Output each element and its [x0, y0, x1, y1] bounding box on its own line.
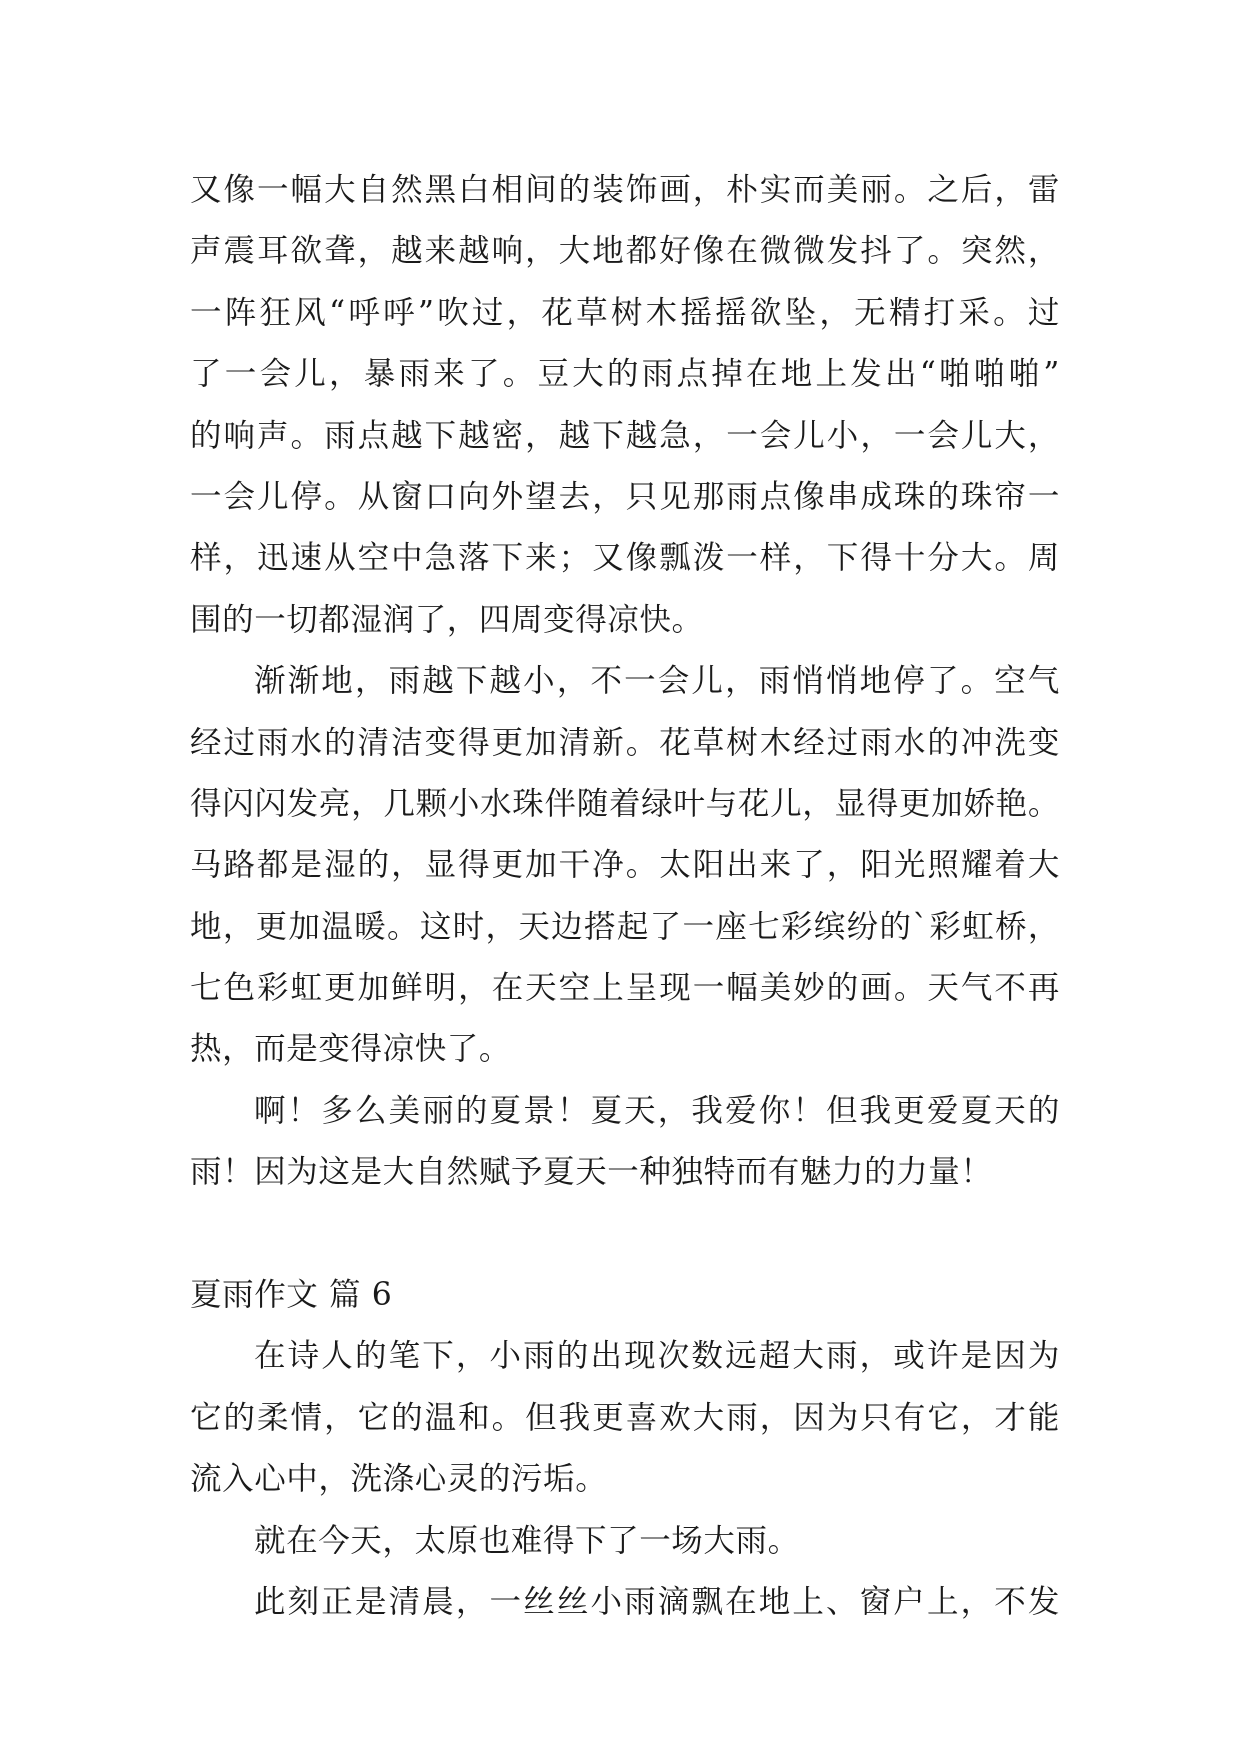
text-line: 一会儿停。从窗口向外望去，只见那雨点像串成珠的珠帘一 [190, 478, 1060, 515]
section-paragraph-1 [190, 1326, 1060, 1510]
text-line: 就在今天，太原也难得下了一场大雨。 [254, 1522, 800, 1559]
text-line: 啊！多么美丽的夏景！夏天，我爱你！但我更爱夏天的 [254, 1092, 1060, 1129]
text-line: 得闪闪发亮，几颗小水珠伴随着绿叶与花儿，显得更加娇艳。 [190, 785, 1060, 822]
text-line: 声震耳欲聋，越来越响，大地都好像在微微发抖了。突然， [190, 233, 1060, 270]
section-spacer [190, 1204, 1060, 1265]
paragraph-1 [190, 160, 1060, 651]
paragraph-3 [190, 1081, 1060, 1204]
document-page [190, 160, 1060, 1633]
text-line: 流入心中，洗涤心灵的污垢。 [190, 1461, 608, 1498]
section-heading: 夏雨作文 篇 6 [190, 1277, 393, 1314]
text-line: 的响声。雨点越下越密，越下越急，一会儿小，一会儿大， [190, 417, 1060, 454]
paragraph-2 [190, 651, 1060, 1081]
text-line: 经过雨水的清洁变得更加清新。花草树木经过雨水的冲洗变 [190, 724, 1060, 761]
text-line: 渐渐地，雨越下越小，不一会儿，雨悄悄地停了。空气 [254, 663, 1060, 700]
text-line: 雨！因为这是大自然赋予夏天一种独特而有魅力的力量！ [190, 1154, 993, 1191]
text-line: 在诗人的笔下，小雨的出现次数远超大雨，或许是因为 [254, 1338, 1060, 1375]
section-paragraph-3 [190, 1572, 1060, 1633]
text-line: 一阵狂风“呼呼”吹过，花草树木摇摇欲坠，无精打采。过 [190, 294, 1060, 331]
text-line: 此刻正是清晨，一丝丝小雨滴飘在地上、窗户上，不发 [254, 1583, 1060, 1620]
text-line: 七色彩虹更加鲜明，在天空上呈现一幅美妙的画。天气不再 [190, 970, 1060, 1007]
text-line: 马路都是湿的，显得更加干净。太阳出来了，阳光照耀着大 [190, 847, 1060, 884]
text-line: 围的一切都湿润了，四周变得凉快。 [190, 601, 704, 638]
text-line: 热，而是变得凉快了。 [190, 1031, 512, 1068]
text-line: 了一会儿，暴雨来了。豆大的雨点掉在地上发出“啪啪啪” [190, 356, 1060, 393]
text-line: 地，更加温暖。这时，天边搭起了一座七彩缤纷的`彩虹桥， [190, 908, 1060, 945]
text-line: 又像一幅大自然黑白相间的装饰画，朴实而美丽。之后，雷 [190, 172, 1060, 208]
text-line: 样，迅速从空中急落下来；又像瓢泼一样，下得十分大。周 [190, 540, 1060, 577]
section-paragraph-2 [190, 1511, 1060, 1572]
text-line: 它的柔情，它的温和。但我更喜欢大雨，因为只有它，才能 [190, 1399, 1060, 1436]
